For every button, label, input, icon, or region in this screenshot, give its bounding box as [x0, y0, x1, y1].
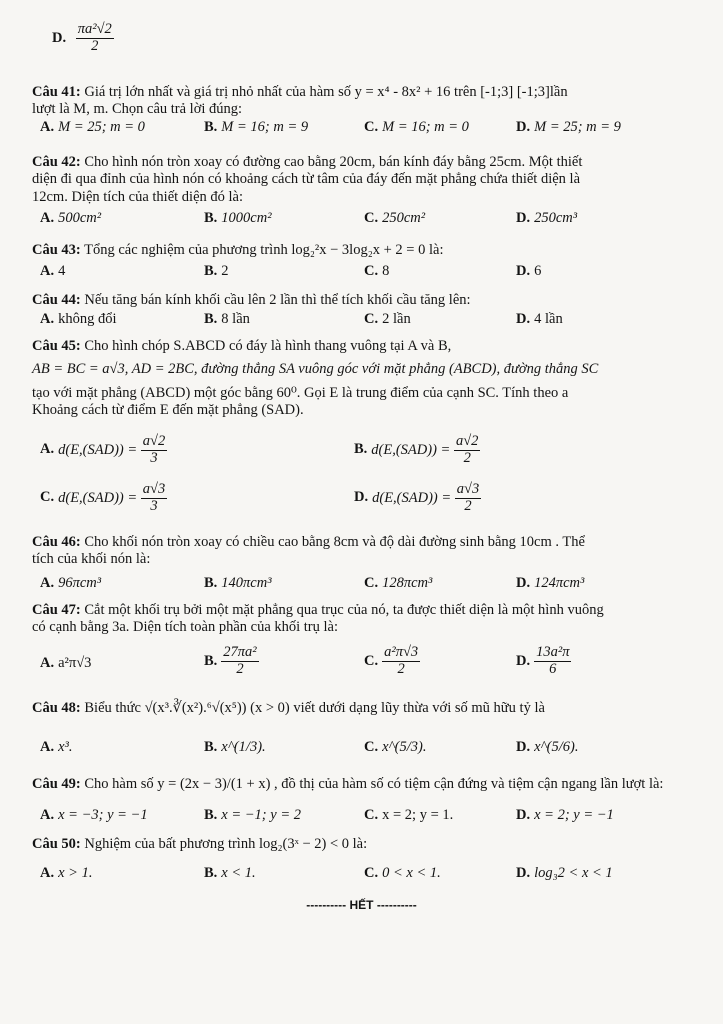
- options-grid: [32, 428, 692, 524]
- options-row: [32, 263, 692, 283]
- option-d: [516, 865, 613, 882]
- options-row: [32, 119, 692, 139]
- question-number: Câu 50:: [32, 836, 81, 852]
- option-text: 0 < x < 1.: [382, 865, 441, 882]
- option-text: x^(5/3).: [382, 739, 427, 756]
- question-text: có cạnh bằng 3a. Diện tích toàn phần của khối trụ là:: [32, 619, 339, 636]
- question-46: [32, 534, 692, 595]
- option-text: 96πcm³: [58, 574, 102, 591]
- option-text: x = 2; y = 1.: [382, 807, 454, 824]
- option-text: M = 16; m = 9: [221, 118, 309, 135]
- question-47: [32, 602, 692, 687]
- option-letter: D.: [516, 739, 531, 756]
- option-a: [40, 739, 73, 756]
- option-c: [364, 807, 453, 824]
- option-text: x = 2; y = −1: [534, 807, 614, 824]
- option-b: [204, 807, 301, 824]
- option-letter: C.: [364, 652, 379, 669]
- question-number: Câu 43:: [32, 242, 81, 258]
- question-text: Cho hình nón tròn xoay có đường cao bằng 20cm, bán kính đáy bằng 25cm. Một thiết: [84, 154, 583, 170]
- options-row: [32, 643, 692, 687]
- option-letter: B.: [204, 807, 218, 824]
- question-text: Giá trị lớn nhất và giá trị nhỏ nhất của hàm số y = x⁴ - 8x² + 16 trên [-1;3] [-1;3]lần: [84, 84, 568, 100]
- options-row: [32, 575, 692, 595]
- option-c: [364, 739, 426, 756]
- option-letter: D.: [516, 311, 531, 328]
- option-c: [364, 865, 441, 882]
- option-c: [364, 645, 420, 678]
- option-a: [40, 311, 117, 328]
- option-letter: B.: [204, 118, 218, 135]
- option-letter: C.: [364, 865, 379, 882]
- options-row: [32, 210, 692, 230]
- option-text: 250cm²: [382, 210, 426, 227]
- option-text: không đổi: [58, 311, 117, 328]
- option-letter: B.: [204, 574, 218, 591]
- option-letter: D.: [516, 210, 531, 227]
- option-letter: D.: [516, 807, 531, 824]
- option-letter: C.: [40, 489, 55, 506]
- option-b: [204, 575, 272, 592]
- option-text: 140πcm³: [221, 574, 272, 591]
- option-text: x^(5/6).: [534, 739, 579, 756]
- option-letter: D.: [516, 574, 531, 591]
- option-text: M = 25; m = 0: [58, 118, 145, 135]
- question-text: 12cm. Diện tích của thiết diện đó là:: [32, 188, 243, 205]
- option-letter: C.: [364, 574, 379, 591]
- question-48: [32, 700, 692, 759]
- option-letter: C.: [364, 311, 379, 328]
- option-text: 2 lần: [382, 311, 411, 328]
- option-b: [204, 119, 308, 136]
- option-a: [40, 575, 101, 592]
- fraction: [455, 482, 481, 515]
- question-number: Câu 41:: [32, 84, 81, 100]
- option-a: [40, 865, 92, 882]
- numerator: πa²√2: [77, 21, 112, 37]
- numerator: a√2: [455, 432, 479, 449]
- options-row: [32, 739, 692, 759]
- option-d: [516, 119, 621, 136]
- option-letter: A.: [40, 311, 55, 328]
- option-letter: D.: [516, 865, 531, 882]
- option-text: d(E,(SAD)) =: [371, 441, 451, 458]
- option-text: 2: [221, 263, 229, 280]
- fraction: [382, 645, 420, 678]
- option-text: x > 1.: [58, 865, 93, 882]
- question-41: [32, 84, 692, 139]
- option-d: [516, 645, 571, 678]
- option-text: 124πcm³: [534, 574, 585, 591]
- question-text: lượt là M, m. Chọn câu trả lời đúng:: [32, 101, 243, 118]
- question-number: Câu 44:: [32, 292, 81, 308]
- option-letter: A.: [40, 441, 55, 458]
- question-number: Câu 49:: [32, 776, 81, 792]
- option-text: x³.: [58, 739, 73, 756]
- options-row: [32, 807, 692, 827]
- option-letter: C.: [364, 118, 379, 135]
- option-c: [364, 119, 469, 136]
- option-letter: A.: [40, 807, 55, 824]
- option-c: [364, 575, 432, 592]
- option-b: [204, 865, 256, 882]
- option-letter: B.: [204, 210, 218, 227]
- option-letter: C.: [364, 263, 379, 280]
- denominator: 2: [91, 37, 99, 54]
- option-d: [516, 807, 614, 824]
- option-a: [40, 655, 91, 672]
- option-letter: C.: [364, 210, 379, 227]
- option-text: M = 25; m = 9: [534, 118, 621, 135]
- option-b: [204, 210, 272, 227]
- option-text: 8 lần: [221, 311, 250, 328]
- numerator: a²π√3: [384, 643, 419, 660]
- denominator: 2: [236, 660, 244, 677]
- question-text: tích của khối nón là:: [32, 551, 151, 568]
- options-row: [32, 865, 692, 885]
- denominator: 3: [150, 449, 158, 466]
- option-a: [40, 119, 145, 136]
- question-number: Câu 46:: [32, 534, 81, 550]
- option-a: [40, 210, 101, 227]
- question-text: Cho khối nón tròn xoay có chiều cao bằng 8cm và độ dài đường sinh bằng 10cm . Thể: [84, 534, 585, 550]
- denominator: 2: [397, 660, 405, 677]
- option-letter: A.: [40, 574, 55, 591]
- question-49: [32, 776, 692, 827]
- option-b: [204, 263, 229, 280]
- option-letter: B.: [204, 739, 218, 756]
- option-letter: D.: [354, 489, 369, 506]
- numerator: a√3: [456, 480, 480, 497]
- question-text: AB = BC = a√3, AD = 2BC, đường thẳng SA vuông góc với mặt phẳng (ABCD), đường thẳng SC: [32, 361, 599, 378]
- end-marker: ---------- HẾT ----------: [306, 898, 417, 912]
- numerator: 13a²π: [536, 643, 570, 660]
- option-a: [40, 434, 167, 467]
- question-50: [32, 836, 692, 885]
- question-text: Cắt một khối trụ bởi một mặt phẳng qua trục của nó, ta được thiết diện là một hình vuông: [84, 602, 604, 618]
- numerator: 27πa²: [223, 643, 257, 660]
- numerator: a√2: [142, 432, 166, 449]
- option-d: [516, 263, 541, 280]
- option-text: 128πcm³: [382, 574, 433, 591]
- question-text: Nếu tăng bán kính khối cầu lên 2 lần thì thể tích khối cầu tăng lên:: [84, 292, 471, 308]
- option-d: [354, 482, 481, 515]
- fraction: [76, 22, 114, 55]
- option-letter: C.: [364, 807, 379, 824]
- option-text: x = −1; y = 2: [221, 807, 301, 824]
- option-text: d(E,(SAD)) =: [58, 441, 138, 458]
- option-letter: A.: [40, 118, 55, 135]
- option-text: 4 lần: [534, 311, 563, 328]
- option-letter: A.: [40, 210, 55, 227]
- option-c: [364, 311, 411, 328]
- fraction: [534, 645, 571, 678]
- fraction: [141, 434, 167, 467]
- question-42: [32, 154, 692, 230]
- option-d: [516, 311, 563, 328]
- option-text: log₃2 < x < 1: [534, 865, 613, 882]
- option-text: M = 16; m = 0: [382, 118, 469, 135]
- question-43: [32, 242, 692, 283]
- option-d: [516, 739, 578, 756]
- option-letter: D.: [52, 29, 67, 46]
- question-45: [32, 338, 692, 524]
- option-letter: A.: [40, 263, 55, 280]
- option-b: [204, 739, 266, 756]
- option-b: [204, 311, 250, 328]
- option-letter: D.: [516, 652, 531, 669]
- top-option: [32, 22, 692, 55]
- question-text: Tổng các nghiệm của phương trình log₂²x − 3log₂x + 2 = 0 là:: [84, 242, 444, 258]
- option-d: [516, 210, 577, 227]
- option-a: [40, 807, 148, 824]
- question-44: [32, 292, 692, 331]
- option-letter: B.: [354, 441, 368, 458]
- option-letter: B.: [204, 263, 218, 280]
- option-letter: C.: [364, 739, 379, 756]
- question-text: diện đi qua đỉnh của hình nón có khoảng cách từ tâm của đáy đến mặt phẳng chứa thiết diện là: [32, 171, 581, 188]
- option-text: x < 1.: [221, 865, 256, 882]
- option-text: 500cm²: [58, 210, 102, 227]
- option-c: [364, 210, 425, 227]
- option-text: d(E,(SAD)) =: [58, 489, 138, 506]
- option-text: x = −3; y = −1: [58, 807, 148, 824]
- option-c: [40, 482, 167, 515]
- option-text: 6: [534, 263, 542, 280]
- denominator: 2: [464, 497, 472, 514]
- option-b: [354, 434, 480, 467]
- option-text: x^(1/3).: [221, 739, 266, 756]
- option-d: [516, 575, 584, 592]
- numerator: a√3: [142, 480, 166, 497]
- option-text: 8: [382, 263, 390, 280]
- denominator: 3: [150, 497, 158, 514]
- fraction: [141, 482, 167, 515]
- option-letter: D.: [516, 118, 531, 135]
- question-text: Cho hình chóp S.ABCD có đáy là hình thang vuông tại A và B,: [84, 338, 452, 354]
- option-b: [204, 645, 259, 678]
- option-letter: A.: [40, 865, 55, 882]
- question-number: Câu 48:: [32, 700, 81, 716]
- question-text: Nghiệm của bất phương trình log₂(3ˣ − 2) < 0 là:: [84, 836, 368, 852]
- question-text: tạo với mặt phẳng (ABCD) một góc bằng 60⁰. Gọi E là trung điểm của cạnh SC. Tính theo a: [32, 384, 569, 401]
- option-text: 4: [58, 263, 66, 280]
- option-c: [364, 263, 389, 280]
- option-text: 1000cm²: [221, 210, 272, 227]
- option-letter: A.: [40, 739, 55, 756]
- option-letter: B.: [204, 311, 218, 328]
- question-text: Khoảng cách từ điểm E đến mặt phẳng (SAD).: [32, 402, 304, 419]
- option-text: a²π√3: [58, 654, 92, 671]
- question-number: Câu 45:: [32, 338, 81, 354]
- fraction: [454, 434, 480, 467]
- question-text: Cho hàm số y = (2x − 3)/(1 + x) , đồ thị của hàm số có tiệm cận đứng và tiệm cận ngang lần lượt là:: [84, 776, 664, 792]
- option-text: 250cm³: [534, 210, 578, 227]
- option-letter: B.: [204, 652, 218, 669]
- option-text: d(E,(SAD)) =: [372, 489, 452, 506]
- question-text: Biểu thức √(x³.∛(x²).⁶√(x⁵)) (x > 0) viết dưới dạng lũy thừa với số mũ hữu tỷ là: [84, 700, 545, 716]
- option-letter: A.: [40, 654, 55, 671]
- fraction: [221, 645, 258, 678]
- option-letter: D.: [516, 263, 531, 280]
- options-row: [32, 311, 692, 331]
- question-number: Câu 47:: [32, 602, 81, 618]
- denominator: 6: [549, 660, 557, 677]
- question-number: Câu 42:: [32, 154, 81, 170]
- option-letter: B.: [204, 865, 218, 882]
- denominator: 2: [463, 449, 471, 466]
- option-a: [40, 263, 65, 280]
